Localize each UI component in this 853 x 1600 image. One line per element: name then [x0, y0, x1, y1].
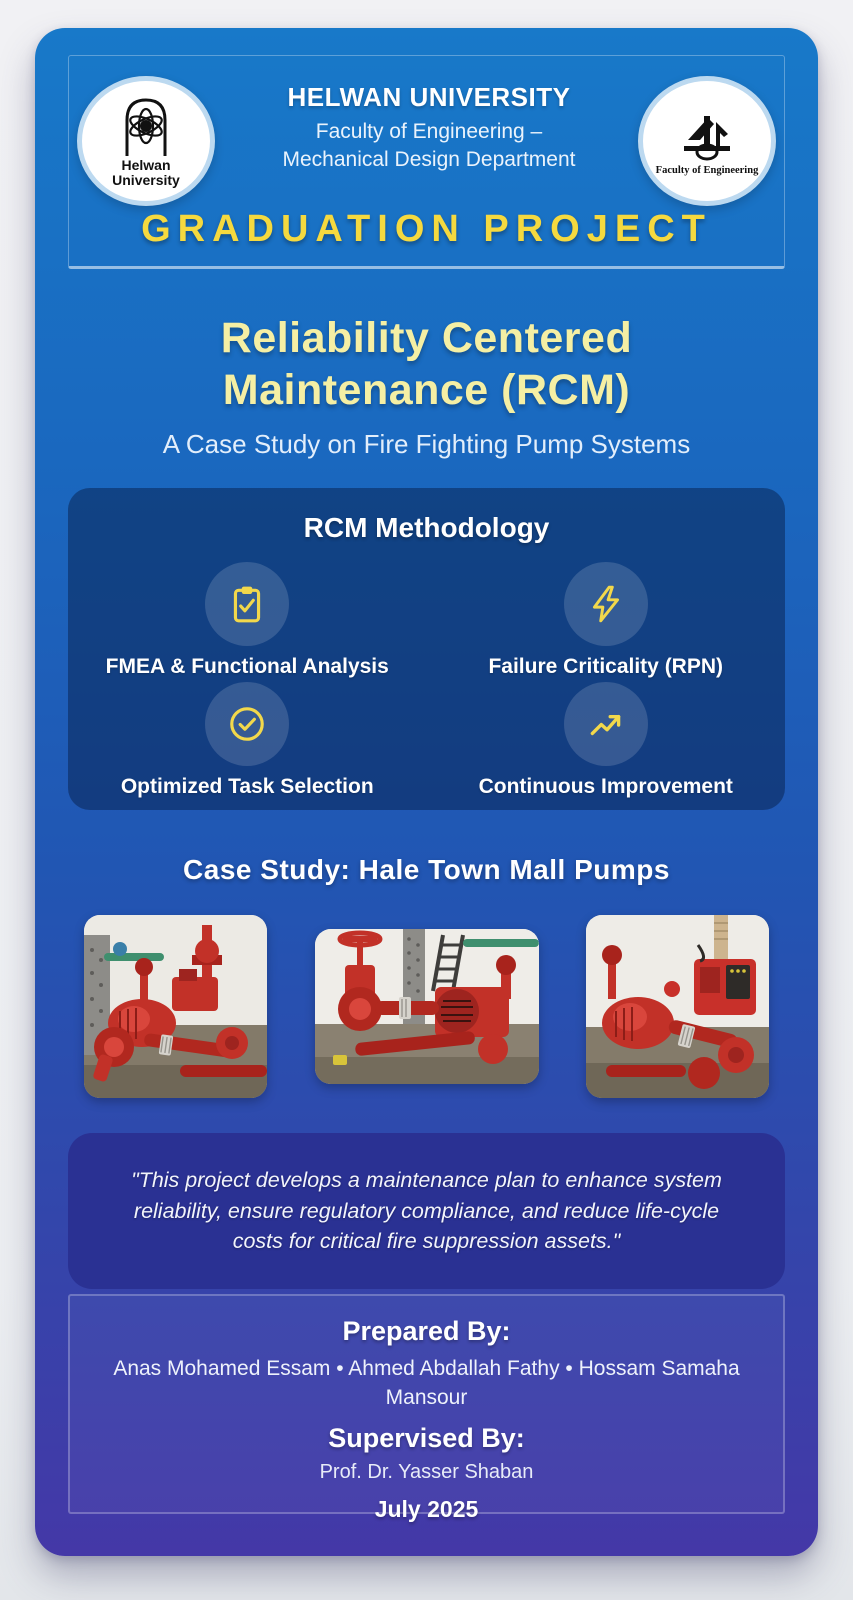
icon-circle — [205, 682, 289, 766]
methodology-label: Failure Criticality (RPN) — [488, 655, 724, 678]
main-title-block — [35, 312, 818, 460]
faculty-department: Faculty of Engineering – Mechanical Design Department — [282, 120, 576, 172]
methodology-item-fmea — [68, 562, 427, 682]
faculty-engineering-logo — [638, 76, 776, 206]
methodology-label: Optimized Task Selection — [120, 775, 374, 798]
rcm-methodology-card — [68, 488, 785, 810]
prepared-by-label: Prepared By: — [342, 1316, 511, 1346]
project-date: July 2025 — [374, 1495, 479, 1522]
header-section — [68, 55, 785, 269]
project-quote-card — [68, 1133, 785, 1289]
case-study-title: Case Study: Hale Town Mall Pumps — [183, 854, 670, 885]
methodology-title: RCM Methodology — [303, 512, 550, 543]
trending-up-icon — [585, 703, 627, 745]
helwan-university-logo — [77, 76, 215, 206]
pump-photo-row — [35, 914, 818, 1098]
graduation-project-banner: GRADUATION PROJECT — [141, 208, 712, 250]
fire-pump-photo-3 — [586, 915, 769, 1098]
prepared-by-names: Anas Mohamed Essam • Ahmed Abdallah Fathy • Hossam Samaha Mansour — [113, 1357, 740, 1410]
university-name: HELWAN UNIVERSITY — [287, 82, 571, 112]
methodology-label: Continuous Improvement — [478, 775, 733, 798]
faculty-logo-caption: Faculty of Engineering — [655, 165, 759, 176]
supervisor-name: Prof. Dr. Yasser Shaban — [319, 1460, 534, 1483]
icon-circle — [564, 682, 648, 766]
methodology-item-improvement — [427, 682, 786, 802]
atom-arch-icon — [115, 94, 177, 160]
clipboard-check-icon — [226, 583, 268, 625]
fire-pump-photo-2 — [315, 929, 539, 1084]
project-title-line2: Maintenance (RCM) — [222, 366, 631, 415]
lightning-icon — [585, 583, 627, 625]
icon-circle — [205, 562, 289, 646]
helwan-logo-caption: Helwan University — [112, 157, 180, 188]
project-quote: "This project develops a maintenance plan to enhance system reliability, ensure regulatory compliance, and reduce life-cycle costs for critical fire suppression assets." — [131, 1168, 722, 1254]
fire-pump-photo-1 — [84, 915, 267, 1098]
methodology-item-task-selection — [68, 682, 427, 802]
check-circle-icon — [226, 703, 268, 745]
faculty-emblem-icon — [674, 106, 740, 162]
methodology-item-criticality — [427, 562, 786, 682]
project-subtitle: A Case Study on Fire Fighting Pump Systems — [162, 428, 691, 459]
project-title-line1: Reliability Centered — [220, 314, 633, 362]
credits-section — [68, 1294, 785, 1522]
icon-circle — [564, 562, 648, 646]
supervised-by-label: Supervised By: — [328, 1422, 525, 1453]
methodology-label: FMEA & Functional Analysis — [105, 655, 389, 678]
graduation-project-poster — [35, 28, 818, 1556]
methodology-grid — [68, 562, 785, 802]
